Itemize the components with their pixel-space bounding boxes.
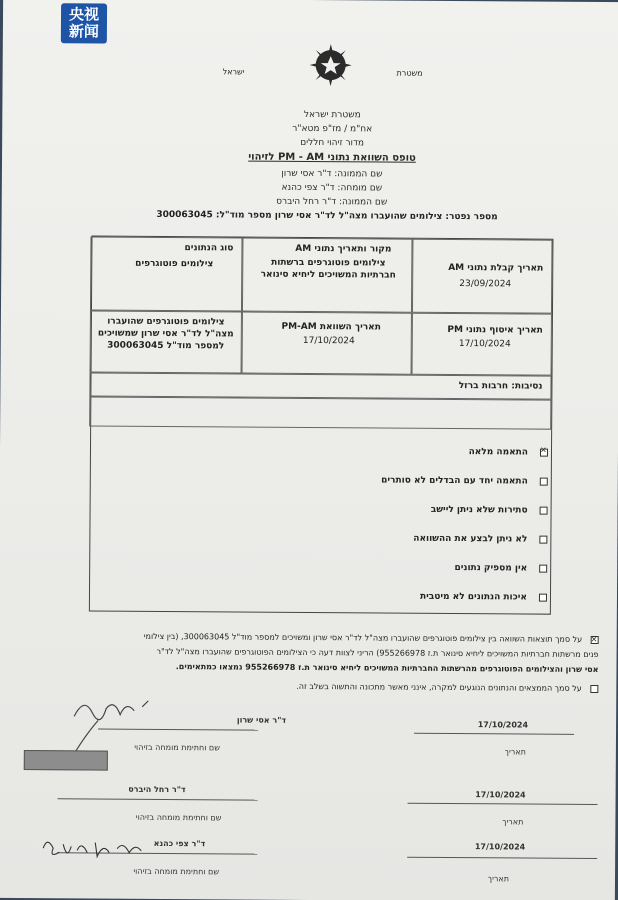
- check-item-contradictions[interactable]: [431, 505, 548, 516]
- compare-date: 17/10/2024: [302, 335, 355, 347]
- watermark-line2: 新闻: [68, 22, 99, 41]
- statement-checkbox[interactable]: [591, 635, 599, 643]
- check-item-cannot-compare[interactable]: [413, 534, 547, 545]
- sig1-date-line: [414, 733, 574, 735]
- watermark-line1: 央视: [68, 5, 100, 24]
- police-emblem-icon: [308, 42, 354, 88]
- sig2-date-label: תאריך: [502, 817, 524, 827]
- statement-line-4: על סמך הממצאים והנתונים הנוגעים למקרה, אינני מאשר מתכונה והתשוה בשלב זה.: [296, 681, 582, 693]
- cell-pm-desc: [90, 310, 242, 373]
- sig3-name: ד"ר צפי כהנא: [153, 838, 206, 849]
- sig2-line: [58, 798, 258, 800]
- cctv-news-watermark: [61, 3, 107, 43]
- sig3-date: 17/10/2024: [474, 842, 526, 852]
- pm-collect-date: 17/10/2024: [458, 339, 511, 350]
- sig3-date-label: תאריך: [487, 874, 510, 884]
- am-receipt-date: 23/09/2024: [459, 279, 512, 290]
- statement-line-3: אסי שרון והצילומים הפוטוגרפים מהרשתות החברתיות המשויכים ליחיא סינואר ת.ז 955266978 נמצאו כמתאימים.: [175, 662, 599, 675]
- check-label: איכות הנתונים לא מיטבית: [419, 591, 528, 603]
- am-source-label: מקור ותאריך נתוני AM: [295, 243, 392, 255]
- header-line-1: שם הממונה: ד"ר אסי שרון: [281, 168, 383, 180]
- cell-compare: [242, 312, 412, 375]
- compare-label: תאריך השוואת PM-AM: [281, 321, 381, 333]
- am-source-value: צילומים פוטוגרפים ברשתות חברתיות המשויכים ליחיא סינואר: [260, 257, 396, 281]
- statement-line-1: על סמך תוצאות השוואה בין צילומים פוטוגרפים שהועברו מצה"ל לד"ר אסי שרון ומשויכים למספר מוד"ל 300063045, (בין צילומי: [143, 631, 583, 644]
- header-line-2: שם מומחה: ד"ר צפי כהנא: [281, 182, 383, 194]
- sig3-date-line: [407, 857, 597, 859]
- signature-3-drawing: [37, 830, 147, 867]
- checkbox[interactable]: [540, 449, 548, 457]
- cell-pm-collect: [412, 313, 552, 376]
- check-item-match-with-differences[interactable]: [381, 476, 548, 487]
- check-label: התאמה מלאה: [468, 447, 529, 458]
- header-line-3: שם הממונה: ד"ר רחל היברס: [276, 196, 388, 208]
- checkbox[interactable]: [539, 536, 547, 544]
- cell-blank: [89, 396, 551, 429]
- checkbox[interactable]: [539, 594, 547, 602]
- checkbox[interactable]: [539, 565, 547, 573]
- pm-desc: צילומים פוטוגרפים שהועברו מצה"ל לד"ר אסי שרון שמשויכים למספר מוד"ל 300063045: [97, 316, 234, 352]
- check-label: לא ניתן לבצע את ההשוואה: [413, 533, 528, 545]
- sig3-role: שם וחתימת מומחה בזיהוי: [133, 866, 220, 877]
- data-type-value: צילומים פוטוגרפים: [135, 258, 214, 270]
- cell-am-receipt: [412, 239, 553, 314]
- checkbox[interactable]: [540, 507, 548, 515]
- checkbox[interactable]: [540, 478, 548, 486]
- sig2-name: ד"ר רחל היברס: [128, 784, 186, 795]
- check-item-poor-quality[interactable]: [420, 592, 547, 603]
- file-number-line: מספר נפטר: צילומים שהועברו מצה"ל לד"ר אסי שרון מספר מוד"ל: 300063045: [156, 209, 498, 223]
- check-item-full-match[interactable]: [469, 447, 548, 458]
- check-label: אין מספיק נתונים: [454, 563, 528, 574]
- sig1-date-label: תאריך: [504, 747, 526, 757]
- form-title: טופס השוואת נתוני PM - AM לזיהוי: [248, 151, 416, 164]
- statement-line-2: פנים מרשתות חברתיות המשויכים ליחיא סינואר ת.ז 955266978) הריני לצוות דעה כי הצילומים הפוטוגרפים שהועברו מצה"ל לד"ר: [156, 646, 599, 660]
- data-type-label: סוג הנתונים: [184, 243, 234, 254]
- header-left-label: ישראל: [222, 67, 245, 77]
- org-name: משטרת ישראל: [303, 109, 361, 121]
- cell-data-type: [90, 236, 243, 311]
- statement-alt-checkbox[interactable]: [590, 684, 598, 692]
- check-label: התאמה יחד עם הבדלים לא סותרים: [381, 475, 528, 487]
- sig2-date: 17/10/2024: [475, 790, 526, 800]
- unit-name: מדור זיהוי חללים: [300, 137, 365, 149]
- pm-collect-label: תאריך איסוף נתוני PM: [447, 324, 543, 336]
- data-table: [89, 235, 554, 614]
- header-right-label: משטרת: [396, 68, 423, 78]
- location-label: נסיבות: חרבות ברזל: [458, 381, 543, 392]
- sig1-date: 17/10/2024: [477, 720, 529, 730]
- check-label: סתירות שלא ניתן ליישב: [430, 504, 528, 516]
- statement-block: [3, 629, 599, 646]
- cell-am-source: [242, 238, 413, 313]
- sig2-role: שם וחתימת מומחה בזיהוי: [135, 812, 222, 823]
- sig2-date-line: [408, 803, 598, 805]
- sig1-role: שם וחתימת מומחה בזיהוי: [134, 742, 220, 753]
- signature-stamp: [24, 750, 108, 771]
- am-receipt-label: תאריך קבלת נתוני AM: [448, 262, 544, 274]
- sig1-name: ד"ר אסי שרון: [236, 715, 287, 725]
- check-item-insufficient-data[interactable]: [454, 563, 547, 574]
- division-name: אח"מ / מז"פ מטא"ר: [292, 123, 373, 135]
- cell-location: [89, 372, 551, 399]
